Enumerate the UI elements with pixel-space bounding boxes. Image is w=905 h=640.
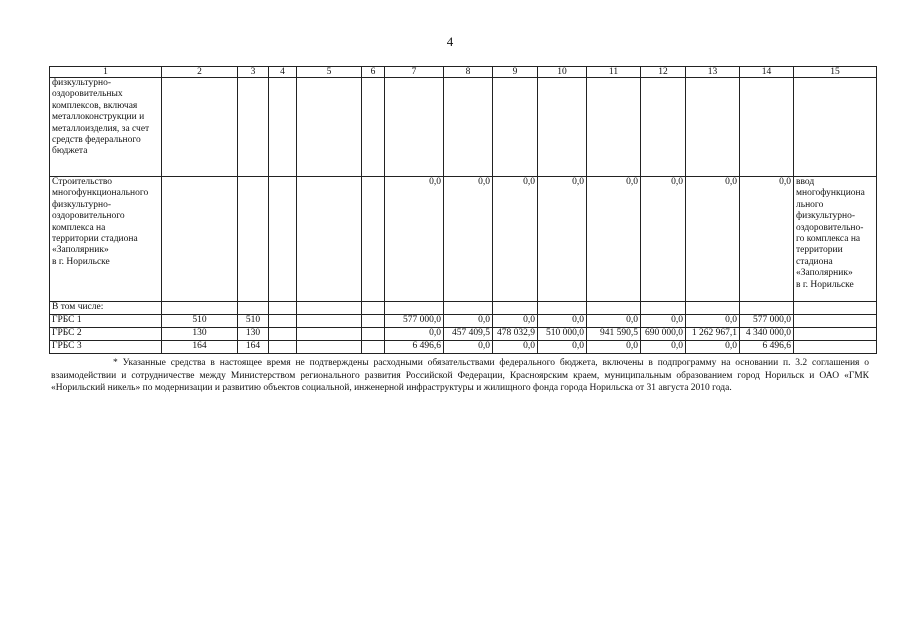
cell-value: 0,0 <box>538 341 587 354</box>
cell-value: 0,0 <box>641 315 686 328</box>
table-row <box>50 78 877 177</box>
cell-value: 690 000,0 <box>641 328 686 341</box>
program-table <box>49 66 877 354</box>
col-header: 6 <box>362 67 385 78</box>
cell-value: 0,0 <box>444 315 493 328</box>
col-header: 10 <box>538 67 587 78</box>
subtotal-label: В том числе: <box>50 302 162 315</box>
cell-value: 0,0 <box>493 341 538 354</box>
col-header: 3 <box>238 67 269 78</box>
cell-value: 0,0 <box>493 177 538 302</box>
cell-value: 577 000,0 <box>385 315 444 328</box>
col-header: 9 <box>493 67 538 78</box>
cell-value: 0,0 <box>538 177 587 302</box>
col-header: 5 <box>297 67 362 78</box>
cell-value: 941 590,5 <box>587 328 641 341</box>
footnote-text: * Указанные средства в настоящее время не подтверждены расходными обязательствами федерального бюджета, включены в подпрограмму на основании п. 3.2 соглашения о взаимодействии и сотрудничестве между Министерством регионального развития Российской Федерации, Красноярским краем, муниципальным образованием город Норильск и ОАО «ГМК «Норильский никель» по модернизации и развитию объектов социальной, инженерной инфраструктуры и жилищного фонда города Норильска от 31 августа 2010 года. <box>51 358 869 393</box>
cell-value: 0,0 <box>686 177 740 302</box>
table-row <box>50 177 877 302</box>
cell-value: 510 000,0 <box>538 328 587 341</box>
cell-value: 0,0 <box>641 177 686 302</box>
cell-value: 0,0 <box>641 341 686 354</box>
cell-value: 577 000,0 <box>740 315 794 328</box>
cell-value: 478 032,9 <box>493 328 538 341</box>
cell-value: 164 <box>162 341 238 354</box>
col-header: 12 <box>641 67 686 78</box>
cell-value: 0,0 <box>385 177 444 302</box>
table-row <box>50 341 877 354</box>
col-header: 14 <box>740 67 794 78</box>
grbs-name: ГРБС 2 <box>50 328 162 341</box>
row-name: Строительство многофункционального физкультурно- оздоровительного комплекса на территории стадиона «Заполярник» в г. Норильске <box>50 177 162 302</box>
cell-value: 0,0 <box>587 341 641 354</box>
cell-value: 0,0 <box>587 177 641 302</box>
col-header: 4 <box>269 67 297 78</box>
col-header: 13 <box>686 67 740 78</box>
cell-value: 0,0 <box>444 177 493 302</box>
cell-value: 0,0 <box>444 341 493 354</box>
cell-value: 0,0 <box>493 315 538 328</box>
cell-value: 0,0 <box>538 315 587 328</box>
cell-value: 130 <box>238 328 269 341</box>
col-header: 1 <box>50 67 162 78</box>
cell-value: 510 <box>238 315 269 328</box>
cell-value: 457 409,5 <box>444 328 493 341</box>
grbs-name: ГРБС 1 <box>50 315 162 328</box>
cell-value: 0,0 <box>385 328 444 341</box>
table-row <box>50 315 877 328</box>
cell-value: 0,0 <box>587 315 641 328</box>
column-number-row <box>50 67 877 78</box>
cell-value: 6 496,6 <box>385 341 444 354</box>
cell-value: 164 <box>238 341 269 354</box>
cell-value: 1 262 967,1 <box>686 328 740 341</box>
col-header: 15 <box>794 67 877 78</box>
table-row <box>50 302 877 315</box>
col-header: 7 <box>385 67 444 78</box>
page-number: 4 <box>446 34 454 49</box>
cell-value: 0,0 <box>686 341 740 354</box>
cell-value: 6 496,6 <box>740 341 794 354</box>
cell-value: 130 <box>162 328 238 341</box>
cell-value: 4 340 000,0 <box>740 328 794 341</box>
cell-value: 0,0 <box>740 177 794 302</box>
footnote <box>51 357 869 395</box>
col-header: 2 <box>162 67 238 78</box>
table-row <box>50 328 877 341</box>
col-header: 8 <box>444 67 493 78</box>
result-description: ввод многофункциона льного физкультурно- оздоровительно- го комплекса на территории стадиона «Заполярник» в г. Норильске <box>794 177 877 302</box>
row-name: физкультурно-оздоровительных комплексов, включая металлоконструкции и металлоизделия, за счет средств федерального бюджета <box>50 78 162 177</box>
col-header: 11 <box>587 67 641 78</box>
grbs-name: ГРБС 3 <box>50 341 162 354</box>
cell-value: 0,0 <box>686 315 740 328</box>
cell-value: 510 <box>162 315 238 328</box>
